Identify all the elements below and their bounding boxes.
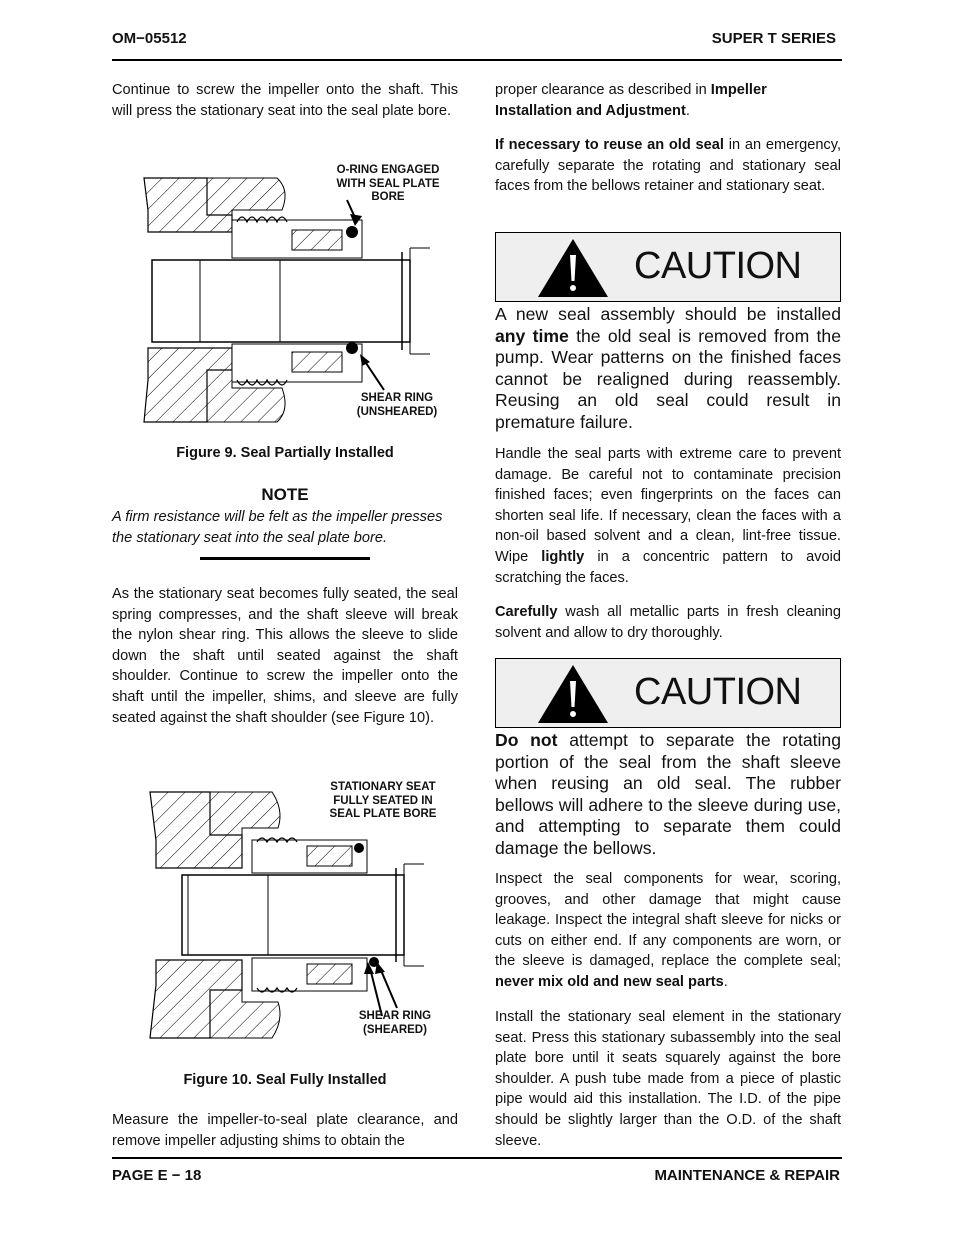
right-paragraph-1 [495,80,841,121]
fig10-label-top: STATIONARY SEAT FULLY SEATED IN SEAL PLATE BORE [329,781,437,820]
left-paragraph-3: Measure the impeller-to-seal plate clearance, and remove impeller adjusting shims to obtain the [112,1112,458,1149]
right-paragraph-2 [495,135,841,197]
right-paragraph-4 [495,602,841,643]
note-title: NOTE [261,485,309,504]
header-rule [112,59,842,61]
fig10-label-bottom: SHEAR RING (SHEARED) [358,1010,432,1036]
caution2-bold: Do not [495,730,558,750]
caution1-bold: any time [495,325,569,346]
section-title: MAINTENANCE & REPAIR [654,1167,840,1184]
warning-triangle-icon [536,663,610,725]
right-paragraph-5 [495,869,841,993]
caution1-text-a: A new seal assembly should be installed [495,304,841,324]
fig9-label-bottom: SHEAR RING (UNSHEARED) [356,392,438,418]
para1-text-a: proper clearance as described in [495,82,711,98]
para2-text: in an emergency, carefully separate the rotating and stationary seal faces from the bellows retainer and stationary seat. [495,137,842,195]
right-paragraph-3 [495,444,841,588]
caution-word-2: CAUTION [634,671,802,713]
caution-text-1 [495,304,841,434]
note-text: A firm resistance will be felt as the impeller presses the stationary seat into the seal plate bore. [112,509,443,546]
right-paragraph-6: Install the stationary seal element in the stationary seat. Press this stationary subassembly into the seal plate bore until it seats squarely against the bore shoulder. A push tube made from a piece of plastic pipe would aid this installation. The I.D. of the pipe should be slightly larger than the O.D. of the shaft sleeve. [495,1009,841,1149]
fig9-label-top: O-RING ENGAGED WITH SEAL PLATE BORE [336,164,440,203]
caution1-text-c: the old seal is removed from the pump. Wear patterns on the finished faces cannot be realigned during reassembly. Reusing an old seal could result in premature failure. [495,325,841,432]
left-paragraph-1: Continue to screw the impeller onto the shaft. This will press the stationary seat into the seal plate bore. [112,82,458,119]
warning-triangle-icon [536,237,610,299]
footer-rule [112,1157,842,1159]
para2-bold: If necessary to reuse an old seal [495,137,724,153]
series-title: SUPER T SERIES [711,30,836,47]
para1-text-c: . [685,102,690,119]
caution-box-2 [495,658,841,728]
figure-9-caption: Figure 9. Seal Partially Installed [176,445,394,461]
caution-text-2 [495,730,841,860]
para3-text-a: Handle the seal parts with extreme care to prevent damage. Be careful not to contaminate precision finished faces; even fingerprints on the faces can shorten seal life. If necessary, clean the faces with a non-oil based solvent and a clean, lint-free tissue. Wipe [495,446,841,565]
note-divider [200,557,370,560]
para4-text: wash all metallic parts in fresh cleaning solvent and allow to dry thoroughly. [495,604,841,641]
caution-box-1 [495,232,841,302]
caution-word-1: CAUTION [634,245,802,287]
para5-text-c: . [723,973,728,990]
doc-number: OM−05512 [112,30,187,47]
para1-link-ref: Impeller Installation and Adjustment [495,82,767,119]
para5-text-a: Inspect the seal components for wear, scoring, grooves, and other damage that might cause leakage. Inspect the integral shaft sleeve for nicks or cuts on either end. If any components are worn, or the sleeve is damaged, replace the complete seal; [495,871,841,970]
left-paragraph-2: As the stationary seat becomes fully seated, the seal spring compresses, and the shaft sleeve will break the nylon shear ring. This allows the sleeve to slide down the shaft until seated against the shaft shoulder. Continue to screw the impeller onto the shaft until the impeller, shims, and sleeve are fully seated against the shaft shoulder (see Figure 10). [112,586,458,726]
para3-bold: lightly [541,548,585,565]
figure-10-caption: Figure 10. Seal Fully Installed [183,1072,387,1088]
caution2-text: attempt to separate the rotating portion of the seal from the shaft sleeve when reusing an old seal. The rubber bellows will adhere to the sleeve during use, and attempting to separate them could damage the bellows. [495,730,841,858]
para4-bold: Carefully [495,604,558,620]
para3-text-c: in a concentric pattern to avoid scratching the faces. [495,548,841,586]
page-number: PAGE E − 18 [112,1167,202,1184]
para5-bold: never mix old and new seal parts [495,973,724,990]
